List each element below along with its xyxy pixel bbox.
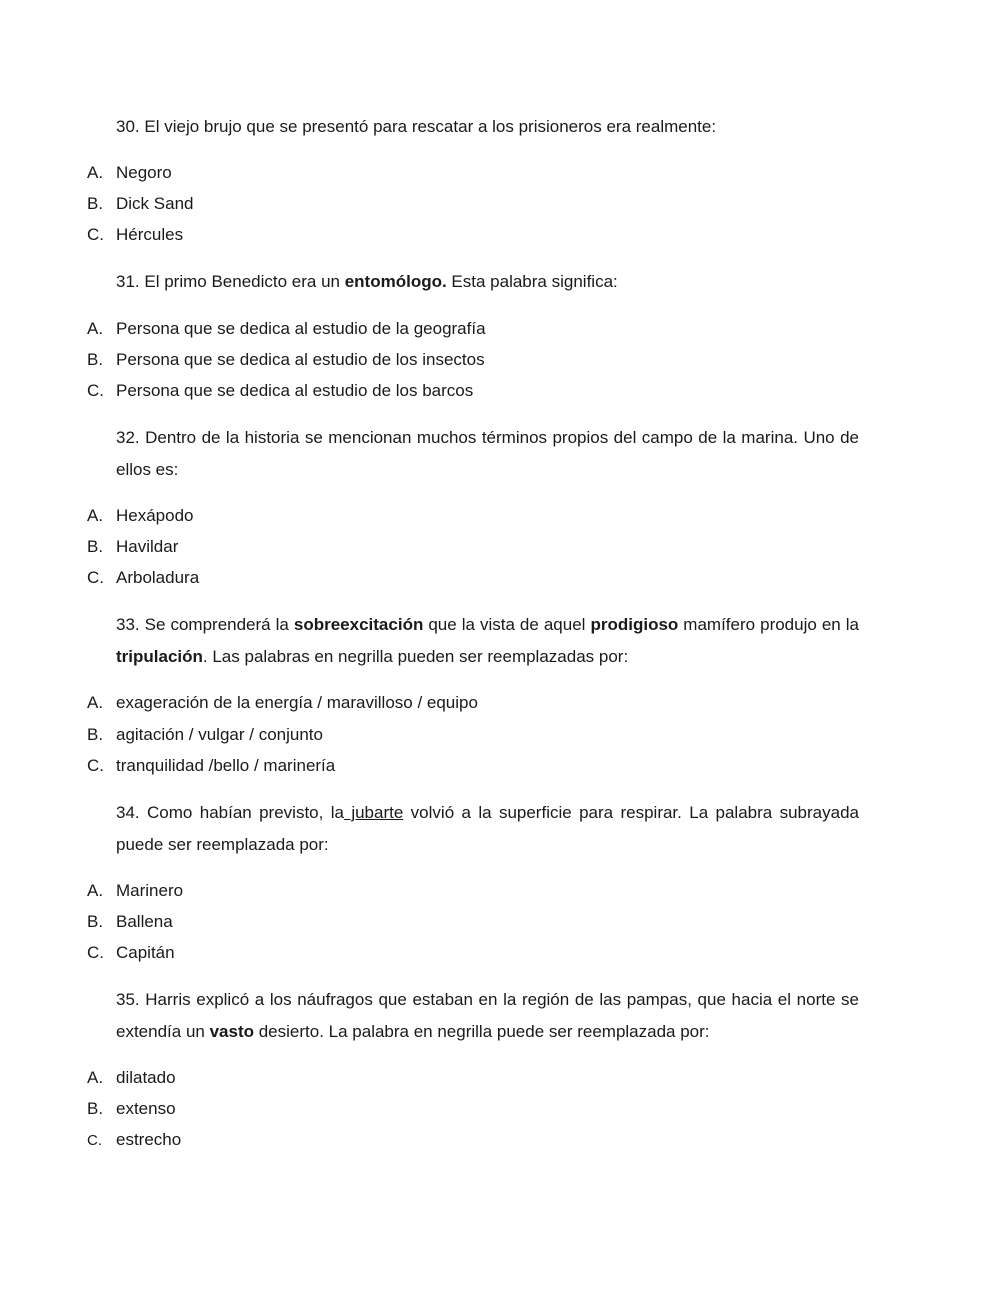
option-letter: C. xyxy=(87,756,104,775)
option-33-b xyxy=(87,722,323,748)
option-35-c xyxy=(87,1127,181,1153)
option-30-c xyxy=(87,222,183,248)
option-letter: A. xyxy=(87,319,104,338)
option-text: Persona que se dedica al estudio de los barcos xyxy=(116,381,474,400)
question-number: 30. xyxy=(116,117,140,136)
question-text: El primo Benedicto era un xyxy=(144,272,345,291)
question-34 xyxy=(116,797,859,860)
question-number: 34. xyxy=(116,803,140,822)
bold-term: sobreexcitación xyxy=(293,615,424,634)
option-text: Persona que se dedica al estudio de la geografía xyxy=(116,319,486,338)
option-30-a xyxy=(87,160,172,186)
question-33 xyxy=(116,609,859,672)
question-35 xyxy=(116,984,859,1047)
option-text: Persona que se dedica al estudio de los insectos xyxy=(116,350,485,369)
question-text: volvió a la superficie para respirar. La palabra subrayada puede ser reemplazada por: xyxy=(116,803,859,854)
bold-term: entomólogo. xyxy=(344,272,447,291)
option-text: dilatado xyxy=(116,1068,176,1087)
option-31-c xyxy=(87,378,473,404)
bold-term: prodigioso xyxy=(590,615,679,634)
option-text: extenso xyxy=(116,1099,176,1118)
option-34-a xyxy=(87,878,183,904)
question-text: Harris explicó a los náufragos que estaban en la región de las pampas, que hacia el norte se extendía un xyxy=(116,990,859,1041)
option-letter: B. xyxy=(87,537,104,556)
option-text: estrecho xyxy=(116,1130,182,1149)
option-text: Arboladura xyxy=(116,568,200,587)
option-letter: B. xyxy=(87,725,104,744)
option-text: Capitán xyxy=(116,943,175,962)
question-text: El viejo brujo que se presentó para rescatar a los prisioneros era realmente: xyxy=(144,117,717,136)
question-text: desierto. La palabra en negrilla puede ser reemplazada por: xyxy=(254,1021,710,1041)
option-32-b xyxy=(87,534,178,560)
option-letter: A. xyxy=(87,163,104,182)
option-letter: A. xyxy=(87,506,104,525)
question-number: 32. xyxy=(116,428,140,447)
question-text: Dentro de la historia se mencionan muchos términos propios del campo de la marina. Uno de ellos es: xyxy=(116,428,859,479)
question-text: mamífero produjo en la xyxy=(678,615,859,634)
option-text: Ballena xyxy=(116,912,173,931)
option-35-a xyxy=(87,1065,176,1091)
option-text: Dick Sand xyxy=(116,194,194,213)
question-text: Se comprenderá la xyxy=(144,615,294,634)
bold-term: tripulación xyxy=(116,646,203,666)
option-text: tranquilidad /bello / marinería xyxy=(116,756,336,775)
option-letter: C. xyxy=(87,568,104,587)
option-text: Hexápodo xyxy=(116,506,194,525)
option-31-b xyxy=(87,347,485,373)
question-text: que la vista de aquel xyxy=(423,615,591,634)
option-text: Hércules xyxy=(116,225,184,244)
underlined-term: jubarte xyxy=(343,803,404,822)
question-32 xyxy=(116,422,859,485)
option-32-a xyxy=(87,503,194,529)
question-number: 31. xyxy=(116,272,140,291)
option-33-a xyxy=(87,690,478,716)
option-34-b xyxy=(87,909,173,935)
option-34-c xyxy=(87,940,175,966)
option-letter: C. xyxy=(87,381,104,400)
option-33-c xyxy=(87,753,335,779)
option-letter: C. xyxy=(87,943,104,962)
option-letter: B. xyxy=(87,350,104,369)
option-text: Negoro xyxy=(116,163,172,182)
question-31 xyxy=(116,266,859,298)
option-30-b xyxy=(87,191,193,217)
option-letter: A. xyxy=(87,1068,104,1087)
option-letter: B. xyxy=(87,194,104,213)
question-30 xyxy=(116,111,859,143)
option-text: Marinero xyxy=(116,881,184,900)
option-text: exageración de la energía / maravilloso / equipo xyxy=(116,693,478,712)
option-text: agitación / vulgar / conjunto xyxy=(116,725,323,744)
option-letter: C. xyxy=(87,1132,102,1149)
question-number: 35. xyxy=(116,990,140,1009)
option-31-a xyxy=(87,316,486,342)
option-letter: C. xyxy=(87,225,104,244)
question-number: 33. xyxy=(116,615,140,634)
option-32-c xyxy=(87,565,199,591)
question-text: Como habían previsto, la xyxy=(147,803,344,822)
option-35-b xyxy=(87,1096,176,1122)
bold-term: vasto xyxy=(209,1021,254,1041)
question-text: Esta palabra significa: xyxy=(446,272,618,291)
option-text: Havildar xyxy=(116,537,179,556)
question-text: . Las palabras en negrilla pueden ser reemplazadas por: xyxy=(202,646,629,666)
option-letter: B. xyxy=(87,1099,104,1118)
option-letter: A. xyxy=(87,881,104,900)
option-letter: B. xyxy=(87,912,104,931)
option-letter: A. xyxy=(87,693,104,712)
